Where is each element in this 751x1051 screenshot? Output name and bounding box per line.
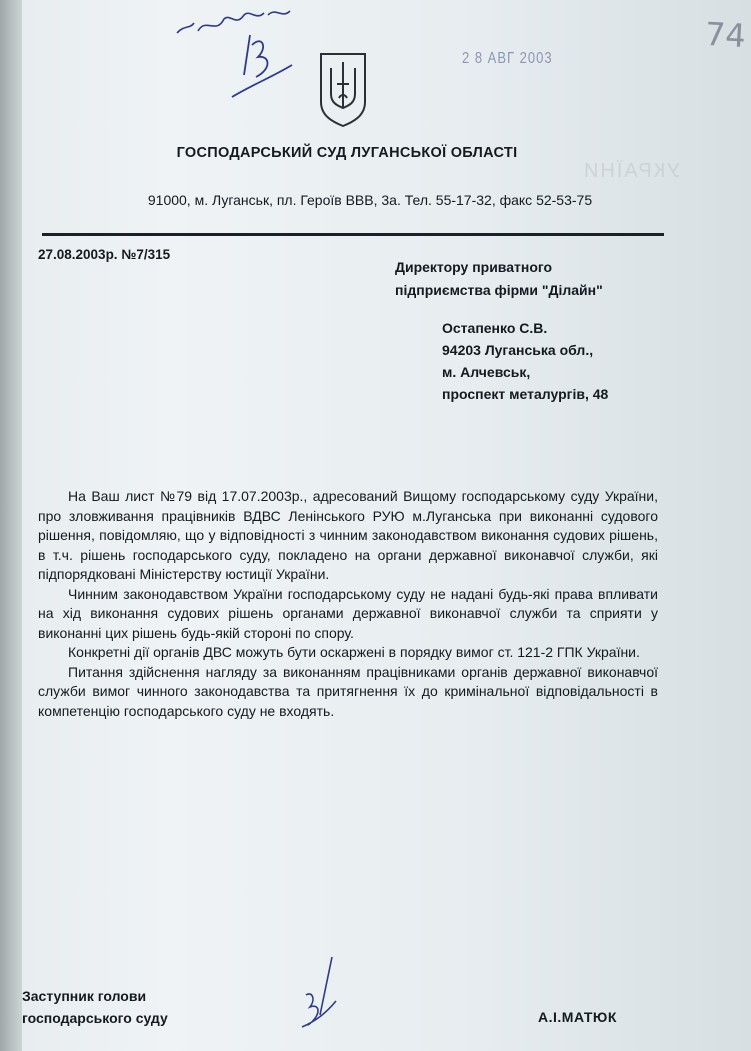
court-address: 91000, м. Луганськ, пл. Героїв ВВВ, 3а. Тел. 55-17-32, факс 52-53-75 <box>147 192 593 208</box>
court-name: ГОСПОДАРСЬКИЙ СУД ЛУГАНСЬКОЇ ОБЛАСТІ <box>176 145 518 161</box>
body-paragraph-3: Конкретні дії органів ДВС можуть бути оскаржені в порядку вимог ст. 121-2 ГПК України. <box>68 644 640 660</box>
body-paragraph-1: На Ваш лист №79 від 17.07.2003р., адресований Вищому господарському суду України, про зловживання працівників ВДВС Ленінського РУЮ м.Луганська при виконанні судового рішення, повідомляю, що у відповідності з чинним законодавством виконання судових рішень, в т.ч. рішень господарського суду, покладено на органи державної виконавчої служби, які підпорядковані Міністерству юстиції України. <box>38 488 658 582</box>
letter-body <box>38 487 658 721</box>
page-number: 74 <box>704 14 747 56</box>
recipient-name: Остапенко С.В. <box>442 320 548 336</box>
received-date-stamp: 2 8 АВГ 2003 <box>462 48 553 67</box>
signatory-position-line1: Заступник голови <box>22 988 147 1004</box>
letter-page <box>22 0 751 1051</box>
handwritten-signature <box>292 955 352 1035</box>
recipient-title-line2: підприємства фірми "Ділайн" <box>395 282 603 298</box>
signatory-position <box>22 985 168 1029</box>
recipient-title <box>395 256 603 302</box>
reference-date-number: 27.08.2003р. №7/315 <box>38 247 171 262</box>
header-divider <box>42 233 664 236</box>
recipient-title-line1: Директору приватного <box>395 259 553 275</box>
signatory-name: А.І.МАТЮК <box>538 1009 617 1025</box>
recipient-address-line3: проспект металургів, 48 <box>442 386 609 402</box>
handwritten-annotation <box>172 5 312 100</box>
recipient-address-line2: м. Алчевськ, <box>442 364 531 380</box>
coat-of-arms-icon <box>317 50 369 128</box>
recipient-address-line1: 94203 Луганська обл., <box>442 342 594 358</box>
body-paragraph-4: Питання здійснення нагляду за виконанням працівниками органів державної виконавчої служби вимог чинного законодавства та притягнення їх до кримінальної відповідальності в компетенцію господарського суду не входять. <box>38 663 658 719</box>
signatory-position-line2: господарського суду <box>22 1010 168 1026</box>
bleed-through-text: УКРАЇНИ <box>582 160 681 182</box>
body-paragraph-2: Чинним законодавством України господарському суду не надані будь-які права впливати на хід виконання судових рішень органами державної виконавчої служби та сприяти у виконанні цих рішень будь-якій стороні по спору. <box>38 585 658 641</box>
recipient-address-block <box>442 317 608 405</box>
